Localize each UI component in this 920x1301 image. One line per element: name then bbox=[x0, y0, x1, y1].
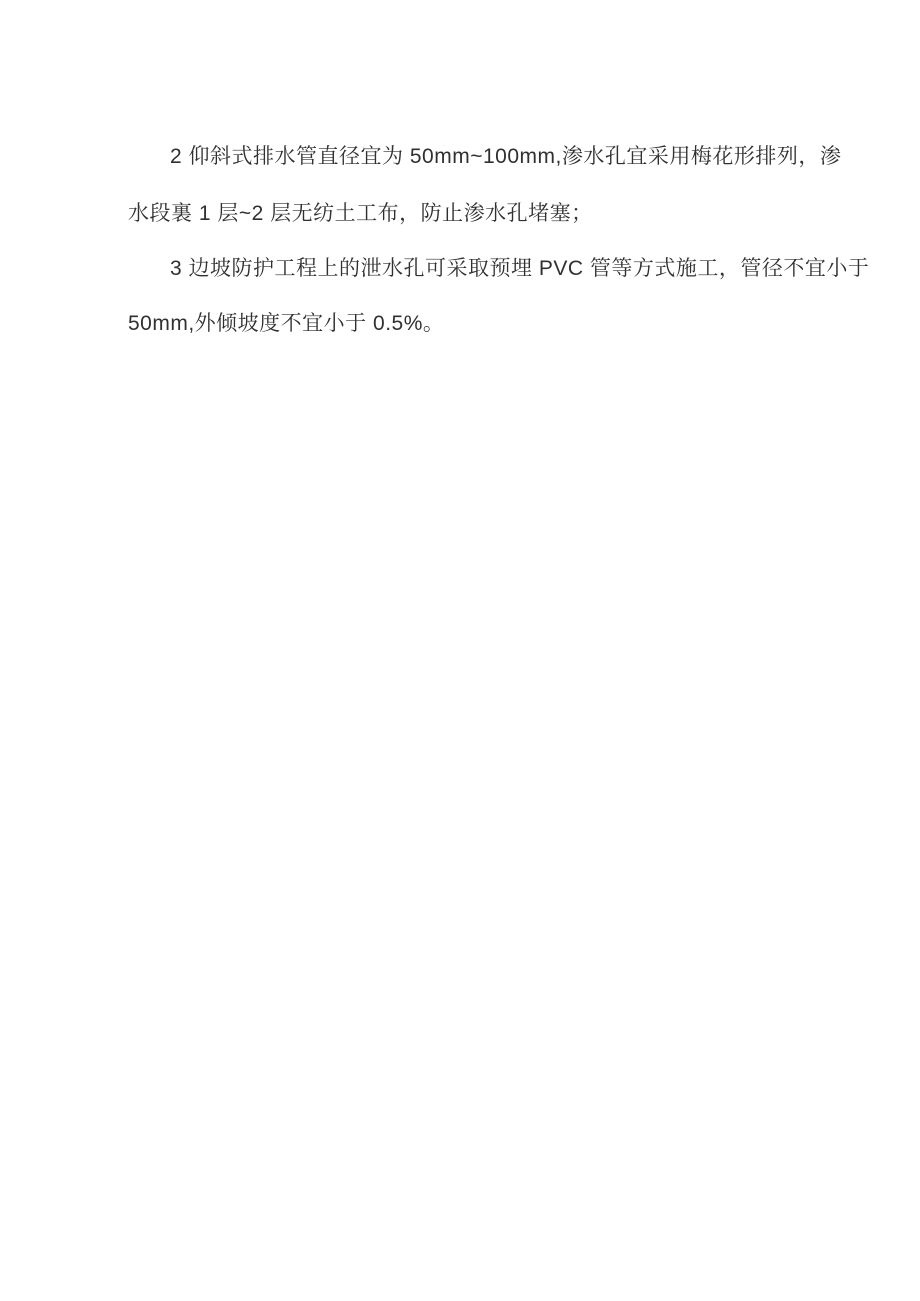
paragraph-2-line-1: 2 仰斜式排水管直径宜为 50mm~100mm,渗水孔宜采用梅花形排列，渗 bbox=[170, 145, 842, 168]
paragraph-3-line-1: 3 边坡防护工程上的泄水孔可采取预埋 PVC 管等方式施工，管径不宜小于 bbox=[170, 257, 870, 280]
paragraph-3-line-2: 50mm,外倾坡度不宜小于 0.5%。 bbox=[128, 312, 445, 335]
paragraph-2-line-2: 水段裏 1 层~2 层无纺土工布，防止渗水孔堵塞； bbox=[128, 202, 593, 225]
